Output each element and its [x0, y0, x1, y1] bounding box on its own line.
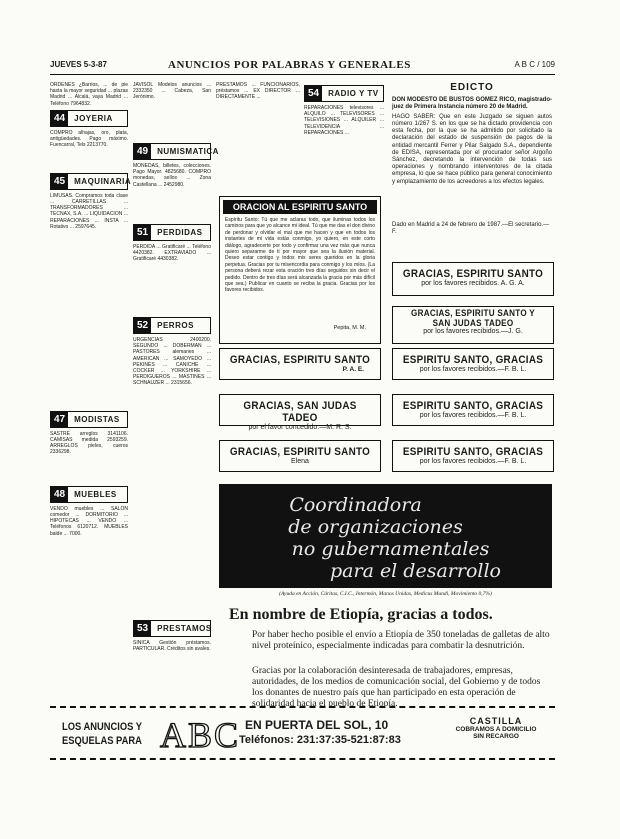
footer-divider-bottom — [50, 758, 555, 760]
section-perdidas: 51 PERDIDAS — [133, 224, 211, 241]
thanks-title: GRACIAS, ESPIRITU SANTO Y SAN JUDAS TADEO — [411, 308, 535, 328]
footer-left-line-2: ESQUELAS PARA — [62, 735, 142, 747]
thanks-box-6 — [392, 348, 554, 380]
edicto — [392, 82, 552, 242]
thanks-title: ESPIRITU SANTO, GRACIAS — [402, 354, 544, 366]
thanks-box-2 — [219, 394, 381, 431]
edicto-date: Dado en Madrid a 24 de febrero de 1987.—El secretario.—F. — [392, 221, 550, 235]
column-2 — [133, 82, 219, 702]
thanks-title: GRACIAS, ESPIRITU SANTO — [229, 446, 371, 458]
oracion-box — [219, 196, 381, 344]
banner-line-3: no gubernamentales — [291, 538, 490, 560]
thanks-box-1 — [219, 348, 381, 380]
page-number: A B C / 109 — [514, 60, 555, 69]
edicto-lead: DON MODESTO DE BUSTOS GOMEZ RICO, magistrado-juez de Primera Instancia número 20 de Madrid. — [392, 97, 552, 111]
perdidas-text: PERDIDA ... Gratificaré ... Teléfono 4420382. EXTRAVIADO ... Gratificaré 4430382. — [133, 244, 211, 263]
etiopia-p2: Gracias por la colaboración desinteresada de trabajadores, empresas, autoridades, de los medios de comunicación social, del Gobierno y de todos los donantes de nuestro país que han participado en esta operación de solidaridad hacia el pueblo de Etiopía. — [252, 666, 541, 709]
edicto-title: EDICTO — [450, 82, 494, 93]
col2-intro: JAVISOL Modelos anuncios ... 2332350 ... Cabeza, San Jerónimo. — [133, 82, 211, 101]
section-numismatica: 49 NUMISMATICA — [133, 143, 211, 160]
thanks-box-3 — [219, 440, 381, 472]
thanks-title: GRACIAS, ESPIRITU SANTO — [402, 268, 544, 280]
column-3-top — [216, 82, 300, 187]
ong-banner — [219, 484, 552, 588]
footer-right — [440, 716, 552, 740]
thanks-sub: por los favores recibidos.—F. B. L. — [419, 458, 527, 465]
footer-castilla: CASTILLA — [469, 716, 523, 726]
oracion-body: Espíritu Santo: Tú que me aclaras todo, que iluminas todos los caminos para que yo alcance mi ideal. Tú que me das el don divino de perdonar y olvidar el mal que me hacen y que en todos los instantes de mi vida estás conmigo, yo quiero, en este corto diálogo, agradecerte por todo y confirmar una vez más que nunca quiero separarme de ti por mayor que sea la ilusión material. Deseo estar contigo y todos mis seres queridos en la gloria perpetua. Gracias por tu misericordia para conmigo y los míos. (La persona deberá rezar esta oración tres días seguidos sin decir el pedido. Dentro de tres días será alcanzada la gracia por más difícil que sea.) Publicar en cuanto se reciba la gracia. Gracias por los favores recibidos. — [225, 217, 375, 294]
footer-left — [62, 720, 142, 748]
edicto-body: HAGO SABER: Que en este Juzgado se siguen autos número 1/267 S. en los que se ha dictado providencia con esta fecha, por la que se ha admitido por solicitado la declaración del estado de suspensión de pagos de la entidad mercantil Ferrer y Pilar Salgado S.A., dependiente de EDISA, representada por el procurador señor Argoño Sánchez, decretando la intervención de todas sus operaciones y nombrando interventores de la citada empresa, lo que se hace público para general conocimiento y emplazamiento de los acreedores a los efectos legales. — [392, 113, 552, 185]
perros-text: URGENCIAS 2400200. SEGUNDO ... DOBERMAN ... PASTORES alemanes ... AMERICAN ... SAMOYEDO ... PEKINES ... CANICHE ... COCKER ... YORKSHIRE ... PERDIGUEROS ... MASTINES ... SCHNAUZER ... 2315656. — [133, 337, 211, 387]
footer-phones: Teléfonos: 231:37:35-521:87:83 — [239, 734, 401, 746]
section-joyeria: 44 JOYERIA — [50, 110, 128, 127]
thanks-box-7 — [392, 394, 554, 426]
muebles-text: VENDO muebles ... SALON comedor ... DORMITORIO ... HIPOTECAS ... VENDO ... Teléfonos 6120712. MUEBLES balde ... 7000. — [50, 505, 128, 537]
numismatica-text: MONEDAS, billetes, colecciones. Pago Mayor. 4825680. COMPRO monedas, sellos ... Zona Castellana ... 2452980. — [133, 163, 211, 188]
banner-line-1: Coordinadora — [289, 494, 422, 516]
banner-line-4: para el desarrollo — [330, 560, 501, 582]
thanks-sub: por el favor concedido.—M. R. S. — [248, 424, 352, 431]
thanks-title: GRACIAS, ESPIRITU SANTO — [229, 354, 371, 366]
page-date: JUEVES 5-3-87 — [50, 60, 107, 69]
section-modistas: 47 MODISTAS — [50, 411, 128, 428]
column-radio-tv — [304, 82, 384, 187]
thanks-sub: por los favores recibidos.—F. B. L. — [419, 366, 527, 373]
thanks-title: GRACIAS, SAN JUDAS TADEO — [243, 400, 357, 424]
page-header — [50, 60, 555, 75]
thanks-sub: por los favores recibidos. A. G. A. — [421, 280, 525, 287]
col1-intro: ORDENES ¿Barrios, ... de pie hasta la mayor seguridad ... plazas Madrid ... Alcalá, vaya Madrid ... Teléfono 7964832. — [50, 82, 128, 107]
thanks-title: ESPIRITU SANTO, GRACIAS — [402, 400, 544, 412]
footer-divider — [50, 706, 555, 708]
oracion-title: ORACION AL ESPIRITU SANTO — [223, 200, 377, 214]
thanks-box-5 — [392, 306, 554, 344]
thanks-sub: Elena — [291, 458, 309, 465]
joyeria-text: COMPRO alhajas, oro, plata, antigüedades. Pago máximo. Fuencarral, Tels 2213770. — [50, 129, 128, 149]
col3-intro: PRESTAMOS ... FUNCIONARIOS, préstamos ... EX DIRECTOR ... DIRECTAMENTE ... — [216, 82, 300, 101]
oracion-sign: Pepita, M. M. — [333, 325, 366, 331]
column-1 — [50, 82, 132, 702]
section-prestamos: 53 PRESTAMOS — [133, 620, 211, 637]
section-perros: 52 PERROS — [133, 317, 211, 334]
thanks-sub: P. A. E. — [342, 366, 364, 373]
thanks-sub: por los favores recibidos.—F. B. L. — [419, 412, 527, 419]
section-maquinaria: 45 MAQUINARIA — [50, 173, 128, 190]
section-muebles: 48 MUEBLES — [50, 486, 128, 503]
radio-tv-text: REPARACIONES televisores ... ALQUILO ... TELEVISORES ... TELEVISIONES ... ALQUILER ... TELEVIDENCIA ... REPARACIONES ... — [304, 105, 384, 136]
banner-line-2: de organizaciones — [288, 516, 463, 538]
section-radio-tv: 54 RADIO Y TV — [304, 85, 384, 102]
thanks-box-4 — [392, 262, 554, 296]
thanks-sub: por los favores recibidos.—J. G. — [423, 328, 523, 335]
maquinaria-text: LIMUSAS. Compramos toda clase ... CARRETILLAS ... TRANSFORMADORES ... TECNAX, S.A. ... LIQUIDACION ... REPARACIONES ... INSTA ... Rotativo ... 2597645. — [50, 192, 128, 230]
footer-cobramos: COBRAMOS A DOMICILIO — [455, 726, 537, 733]
footer-address: EN PUERTA DEL SOL, 10 — [245, 718, 389, 732]
footer-left-line-1: LOS ANUNCIOS Y — [62, 721, 143, 733]
footer-sin-recargo: SIN RECARGO — [473, 733, 519, 740]
prestamos-text: SINICA Gestión préstamos. PARTICULAR. Créditos sin avales. — [133, 640, 211, 653]
thanks-title: ESPIRITU SANTO, GRACIAS — [402, 446, 544, 458]
modistas-text: SASTRE arreglos 3141106. CAMISAS medida 2593259. ARREGLOS pieles, cueros 2336298. — [50, 430, 128, 456]
banner-credit: (Ayuda en Acción, Cáritas, C.I.C., Intermón, Manos Unidas, Medicus Mundi, Movimiento 0,7%) — [279, 591, 492, 597]
etiopia-title: En nombre de Etiopía, gracias a todos. — [229, 606, 493, 623]
abc-logo: ABC — [160, 715, 241, 755]
page-title: ANUNCIOS POR PALABRAS Y GENERALES — [168, 59, 411, 71]
thanks-box-8 — [392, 440, 554, 472]
etiopia-p1: Por haber hecho posible el envío a Etiopía de 350 toneladas de galletas de alto nivel proteínico, especialmente indicadas para combatir la desnutrición. — [252, 630, 550, 651]
